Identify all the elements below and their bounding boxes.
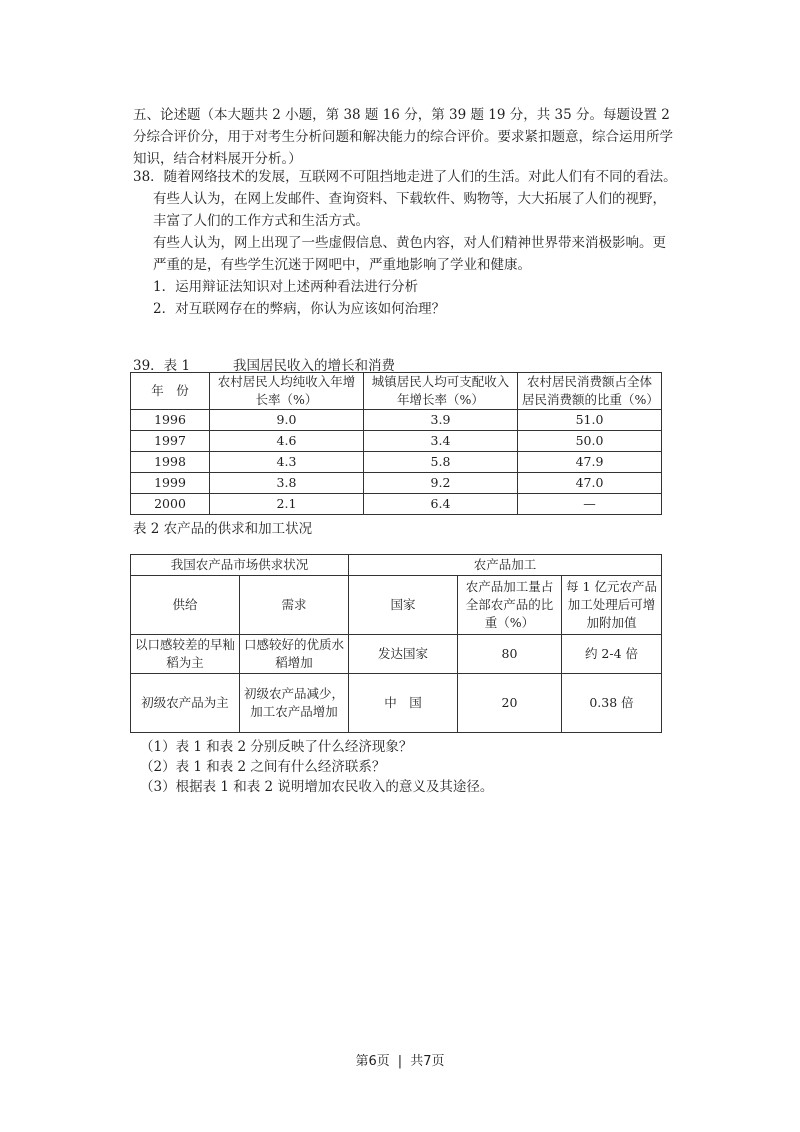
table-group-header: 农产品加工 [349, 555, 662, 576]
table1-number: 39．表 1 [133, 358, 191, 374]
q38-subquestion-2: 2．对互联网存在的弊病，你认为应该如何治理？ [153, 301, 446, 317]
table-cell: 1999 [131, 473, 210, 494]
q38-view-1: 有些人认为，在网上发邮件、查询资料、下载软件、购物等，大大拓展了人们的视野，丰富了人们的工作方式和生活方式。 [153, 191, 666, 229]
page-total: 共7页 [410, 1054, 445, 1069]
page-footer [0, 1050, 800, 1069]
table-row [131, 473, 662, 494]
table1-title: 我国居民收入的增长和消费 [233, 358, 395, 374]
q38-intro: 38．随着网络技术的发展，互联网不可阻挡地走进了人们的生活。对此人们有不同的看法。 [133, 169, 677, 185]
table-cell: 4.3 [210, 452, 364, 473]
table-cell: 中 国 [349, 674, 458, 733]
question-38 [133, 166, 678, 320]
table-header-row [131, 576, 662, 635]
table-header-row [131, 373, 662, 410]
table-cell: 47.9 [518, 452, 662, 473]
table-cell: 约 2-4 倍 [562, 635, 662, 674]
q39-subquestion-2: （2）表 1 和表 2 之间有什么经济联系？ [140, 759, 386, 775]
q39-subquestion-3: （3）根据表 1 和表 2 说明增加农民收入的意义及其途径。 [140, 779, 494, 795]
table-cell: 4.6 [210, 431, 364, 452]
table-income-consumption [130, 372, 662, 515]
table-cell: 2.1 [210, 494, 364, 515]
table-cell: 3.9 [364, 410, 518, 431]
table-group-row [131, 555, 662, 576]
table-header-cell: 供给 [131, 576, 240, 635]
q38-subquestion-1: 1．运用辩证法知识对上述两种看法进行分析 [153, 279, 419, 295]
table-row [131, 674, 662, 733]
table-cell: 1997 [131, 431, 210, 452]
page-number: 第6页 [355, 1054, 390, 1069]
table-row [131, 494, 662, 515]
table-cell: 1998 [131, 452, 210, 473]
table-cell: 3.8 [210, 473, 364, 494]
q38-view-2: 有些人认为，网上出现了一些虚假信息、黄色内容，对人们精神世界带来消极影响。更严重的是，有些学生沉迷于网吧中，严重地影响了学业和健康。 [153, 235, 666, 273]
table-cell: 20 [458, 674, 562, 733]
table-cell: 80 [458, 635, 562, 674]
table-cell: 发达国家 [349, 635, 458, 674]
table-header-cell: 农村居民人均纯收入年增长率（%） [210, 373, 364, 410]
table-cell: 以口感较差的早籼稻为主 [131, 635, 240, 674]
table-cell: 6.4 [364, 494, 518, 515]
table-row [131, 410, 662, 431]
table-cell: 口感较好的优质水稻增加 [240, 635, 349, 674]
table-cell: 51.0 [518, 410, 662, 431]
q39-subquestion-1: （1）表 1 和表 2 分别反映了什么经济现象？ [140, 739, 413, 755]
table-cell: 9.0 [210, 410, 364, 431]
footer-separator: | [397, 1054, 403, 1069]
table-cell: 3.4 [364, 431, 518, 452]
question-39-caption [133, 354, 653, 374]
table-cell: 1996 [131, 410, 210, 431]
table-group-header: 我国农产品市场供求状况 [131, 555, 349, 576]
table-cell: 初级农产品为主 [131, 674, 240, 733]
table-header-cell: 国家 [349, 576, 458, 635]
table-header-cell: 每 1 亿元农产品加工处理后可增加附加值 [562, 576, 662, 635]
table-cell: 0.38 倍 [562, 674, 662, 733]
table-cell: 2000 [131, 494, 210, 515]
table-header-cell: 年 份 [131, 373, 210, 410]
question-39-subquestions [140, 737, 660, 797]
table-row [131, 431, 662, 452]
table-row [131, 635, 662, 674]
table-cell: — [518, 494, 662, 515]
table-header-cell: 需求 [240, 576, 349, 635]
table-header-cell: 农村居民消费额占全体居民消费额的比重（%） [518, 373, 662, 410]
section-five-instructions [133, 104, 673, 170]
table-cell: 5.8 [364, 452, 518, 473]
section-five-text: 五、论述题（本大题共 2 小题，第 38 题 16 分，第 39 题 19 分，共 35 分。每题设置 2 分综合评价分，用于对考生分析问题和解决能力的综合评价。要求紧扣题意，综合运用所学知识，结合材料展开分析。） [133, 107, 673, 167]
table-header-cell: 城镇居民人均可支配收入年增长率（%） [364, 373, 518, 410]
table-row [131, 452, 662, 473]
table-header-cell: 农产品加工量占全部农产品的比重（%） [458, 576, 562, 635]
table-cell: 9.2 [364, 473, 518, 494]
table-cell: 47.0 [518, 473, 662, 494]
table-cell: 初级农产品减少，加工农产品增加 [240, 674, 349, 733]
table2-caption: 表 2 农产品的供求和加工状况 [133, 521, 313, 537]
table-cell: 50.0 [518, 431, 662, 452]
table-farm-products [130, 554, 662, 733]
